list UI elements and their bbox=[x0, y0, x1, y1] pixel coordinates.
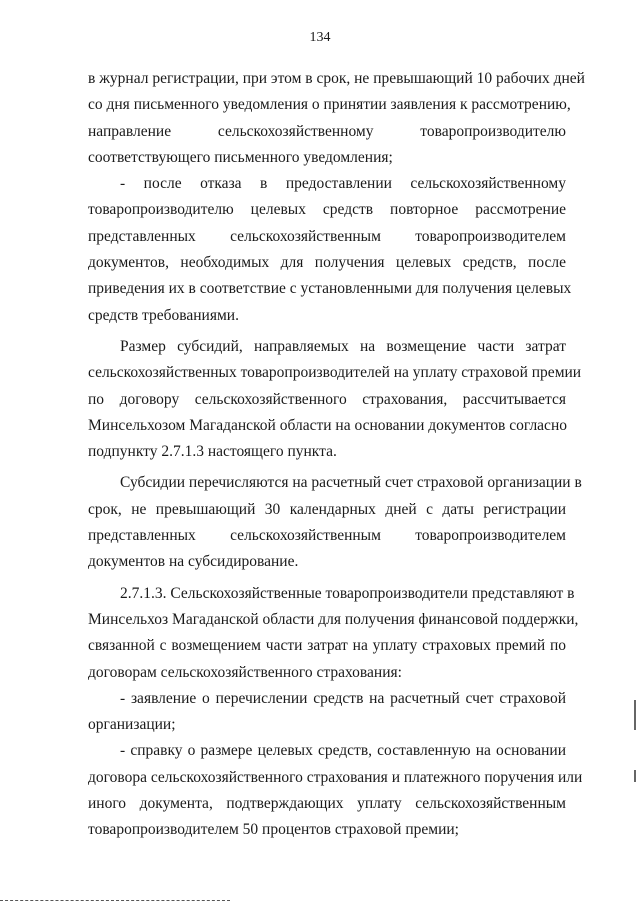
text-line: приведения их в соответствие с установленными для получения целевых bbox=[88, 280, 572, 298]
text-line: организации; bbox=[88, 716, 176, 734]
text-line: соответствующего письменного уведомления; bbox=[88, 148, 393, 166]
text-line: Субсидии перечисляются на расчетный счет страховой организации в bbox=[120, 474, 582, 492]
scan-edge-mark bbox=[634, 770, 636, 782]
text-line: средств требованиями. bbox=[88, 306, 239, 324]
scan-edge-mark bbox=[634, 700, 636, 730]
text-line: направление сельскохозяйственному товаропроизводителю bbox=[88, 122, 566, 140]
text-line: представленных сельскохозяйственным товаропроизводителем bbox=[88, 227, 566, 245]
text-line: - справку о размере целевых средств, составленную на основании bbox=[120, 742, 566, 760]
text-line: срок, не превышающий 30 календарных дней с даты регистрации bbox=[88, 500, 566, 518]
paragraph-refusal bbox=[88, 171, 572, 329]
text-line: подпункту 2.7.1.3 настоящего пункта. bbox=[88, 443, 337, 461]
page-number: 134 bbox=[309, 30, 331, 45]
list-item-certificate bbox=[88, 738, 583, 843]
text-line: в журнал регистрации, при этом в срок, не превышающий 10 рабочих дней bbox=[88, 70, 585, 87]
text-line: Минсельхозом Магаданской области на основании документов согласно bbox=[88, 416, 567, 434]
paragraph-2-7-1-3 bbox=[88, 581, 579, 686]
text-line: по договору сельскохозяйственного страхования, рассчитывается bbox=[88, 390, 566, 408]
text-line: товаропроизводителю целевых средств повторное рассмотрение bbox=[88, 201, 566, 219]
document-body bbox=[88, 66, 585, 844]
text-line: связанной с возмещением части затрат на уплату страховых премий по bbox=[88, 637, 566, 655]
text-line: - заявление о перечислении средств на расчетный счет страховой bbox=[120, 689, 566, 707]
text-line: 2.7.1.3. Сельскохозяйственные товаропроизводители представляют в bbox=[120, 584, 575, 602]
text-line: товаропроизводителем 50 процентов страховой премии; bbox=[88, 821, 459, 839]
text-line: Минсельхоз Магаданской области для получения финансовой поддержки, bbox=[88, 610, 579, 628]
paragraph-subsidy-size bbox=[88, 334, 582, 465]
list-item-application bbox=[88, 686, 566, 739]
text-line: со дня письменного уведомления о принятии заявления к рассмотрению, bbox=[88, 96, 571, 114]
text-line: документов на субсидирование. bbox=[88, 553, 299, 571]
text-line: сельскохозяйственных товаропроизводителей на уплату страховой премии bbox=[88, 364, 582, 382]
paragraph-registration bbox=[88, 66, 585, 171]
paragraph-subsidy-transfer bbox=[88, 470, 582, 575]
text-line: представленных сельскохозяйственным товаропроизводителем bbox=[88, 527, 566, 545]
text-line: договора сельскохозяйственного страхования и платежного поручения или bbox=[88, 768, 583, 786]
scan-bottom-rule bbox=[0, 900, 230, 901]
text-line: Размер субсидий, направляемых на возмещение части затрат bbox=[120, 337, 566, 355]
text-line: документов, необходимых для получения целевых средств, после bbox=[88, 254, 566, 272]
text-line: договорам сельскохозяйственного страхования: bbox=[88, 663, 402, 681]
text-line: иного документа, подтверждающих уплату сельскохозяйственным bbox=[88, 795, 566, 813]
text-line: - после отказа в предоставлении сельскохозяйственному bbox=[120, 175, 566, 193]
